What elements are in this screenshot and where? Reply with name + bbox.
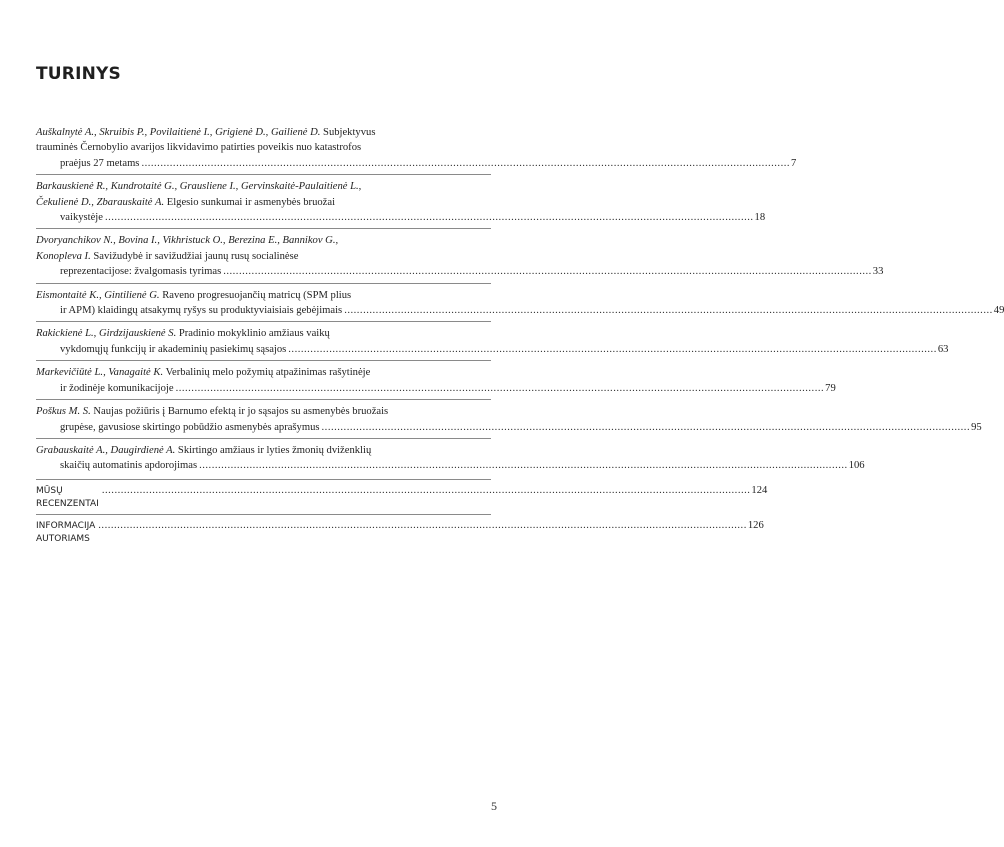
toc-entry-authors: Auškalnytė A., Skruibis P., Povilaitienė I., Grigienė D., Gailienė D.	[36, 127, 321, 138]
toc-entry-title: Verbalinių melo požymių atpažinimas rašytinėje	[163, 367, 371, 379]
toc-entry-page: 106	[848, 460, 865, 472]
toc-entry-line: Čekulienė D., Zbarauskaitė A. Elgesio sunkumai ir asmenybės bruožai	[36, 196, 336, 208]
toc-entry-authors: Markevičiūtė L., Vanagaitė K.	[36, 367, 164, 379]
toc-entry-title-end: vaikystėje	[60, 212, 103, 224]
toc-entry-page: 33	[872, 266, 884, 278]
page-number: 5	[491, 799, 497, 813]
toc-entry-authors: Barkauskienė R., Kundrotaitė G., Grausliene I., Gervinskaitė-Paulaitienė L.,	[36, 181, 362, 193]
toc-entry-first-line	[36, 125, 491, 140]
dot-leader: ..............................................................................................................................................................................................................	[175, 382, 825, 394]
toc-entry-last-line	[60, 156, 797, 171]
toc-entry-page: 63	[937, 343, 949, 355]
toc-entry-page: 49	[993, 305, 1004, 317]
dot-leader: ..............................................................................................................................................................................................................	[199, 460, 848, 472]
divider	[36, 174, 491, 175]
toc-entry-authors: Eismontaitė K., Gintilienė G.	[36, 289, 160, 301]
toc-entry[interactable]	[36, 365, 836, 396]
toc-entry-title-end: vykdomųjų funkcijų ir akademinių pasiekimų sąsajos	[60, 343, 287, 355]
toc-entry-title: Skirtingo amžiaus ir lyties žmonių dviženklių	[175, 444, 372, 456]
toc-entry-title: Pradinio mokyklinio amžiaus vaikų	[176, 328, 330, 340]
toc-entry-title-end: praėjus 27 metams	[60, 157, 140, 169]
toc-entry-label: MŪSŲ RECENZENTAI	[36, 485, 99, 509]
toc-entry-last-line	[60, 342, 949, 357]
divider	[36, 360, 491, 361]
toc-entry[interactable]	[36, 125, 797, 171]
divider	[36, 321, 491, 322]
dot-leader: ..............................................................................................................................................................................................................	[98, 519, 747, 531]
toc-entry-first-line	[36, 233, 491, 248]
divider	[36, 283, 491, 284]
toc-entry-page: 18	[754, 212, 766, 224]
divider	[36, 228, 491, 229]
divider	[36, 399, 491, 400]
toc-entry-first-line	[36, 365, 491, 380]
toc-entry-page: 95	[971, 421, 982, 433]
page-title: TURINYS	[36, 64, 121, 84]
toc-entry-first-line	[36, 288, 491, 303]
toc-entry-title: Raveno progresuojančių matricų (SPM plius	[159, 289, 352, 301]
toc-entry-page: 79	[825, 382, 836, 394]
toc-entry-title-end: ir APM) klaidingų atsakymų ryšys su produktyviaisiais gebėjimais	[60, 305, 343, 317]
toc-entry-authors-cont: Čekulienė D., Zbarauskaitė A.	[36, 196, 165, 208]
toc-entry[interactable]	[36, 326, 949, 357]
toc-entry[interactable]	[36, 404, 982, 435]
toc-entry-first-line	[36, 404, 491, 419]
toc-entry-first-line	[36, 443, 491, 458]
toc-entry-authors-cont: Konopleva I.	[36, 250, 91, 262]
toc-entry-author-info[interactable]	[36, 519, 764, 546]
toc-entry-last-line	[60, 303, 1004, 318]
toc-entry-page: 7	[791, 157, 797, 169]
toc-entry-page: 126	[747, 519, 764, 531]
toc-entry-line: Konopleva I. Savižudybė ir savižudžiai jaunų rusų socialinėse	[36, 250, 299, 262]
toc-entry-first-line	[36, 179, 491, 194]
toc-entry-authors: Grabauskaitė A., Daugirdienė A.	[36, 444, 176, 456]
toc-entry-page: 124	[751, 484, 768, 496]
toc-entry-title-end: skaičių automatinis apdorojimas	[60, 460, 198, 472]
dot-leader: ..............................................................................................................................................................................................................	[141, 157, 791, 169]
dot-leader: ..............................................................................................................................................................................................................	[104, 212, 754, 224]
toc-entry-last-line	[60, 458, 865, 473]
toc-entry-last-line	[60, 420, 982, 435]
dot-leader: ..............................................................................................................................................................................................................	[101, 484, 751, 496]
toc-entry-authors: Rakickienė L., Girdzijauskienė S.	[36, 328, 177, 340]
toc-entry-last-line	[60, 264, 884, 279]
dot-leader: ..............................................................................................................................................................................................................	[344, 305, 993, 317]
dot-leader: ..............................................................................................................................................................................................................	[321, 421, 971, 433]
toc-entry[interactable]	[36, 179, 766, 225]
toc-entry-title-end: ir žodinėje komunikacijoje	[60, 382, 174, 394]
divider	[36, 479, 491, 480]
divider	[36, 514, 491, 515]
toc-entry-authors: Poškus M. S.	[36, 406, 91, 418]
toc-entry[interactable]	[36, 288, 1004, 319]
toc-entry[interactable]	[36, 443, 865, 474]
divider	[36, 438, 491, 439]
table-of-contents	[36, 125, 1004, 546]
toc-entry-reviewers[interactable]	[36, 484, 768, 511]
toc-entry-title-end: grupėse, gavusiose skirtingo pobūdžio asmenybės aprašymus	[60, 421, 320, 433]
toc-entry-line: trauminės Černobylio avarijos likvidavimo patirties poveikis nuo katastrofos	[36, 142, 362, 154]
toc-entry-last-line	[60, 210, 766, 225]
dot-leader: ..............................................................................................................................................................................................................	[223, 266, 872, 278]
toc-entry-last-line	[60, 381, 836, 396]
dot-leader: ..............................................................................................................................................................................................................	[288, 343, 937, 355]
toc-entry[interactable]	[36, 233, 884, 279]
toc-entry-title: Subjektyvus	[320, 127, 376, 138]
toc-entry-title-end: reprezentacijose: žvalgomasis tyrimas	[60, 266, 222, 278]
toc-entry-authors: Dvoryanchikov N., Bovina I., Vikhristuck O., Berezina E., Bannikov G.,	[36, 235, 339, 247]
toc-entry-label: INFORMACIJA AUTORIAMS	[36, 520, 96, 544]
toc-entry-title: Naujas požiūris į Barnumo efektą ir jo sąsajos su asmenybės bruožais	[90, 406, 389, 418]
toc-entry-first-line	[36, 326, 491, 341]
